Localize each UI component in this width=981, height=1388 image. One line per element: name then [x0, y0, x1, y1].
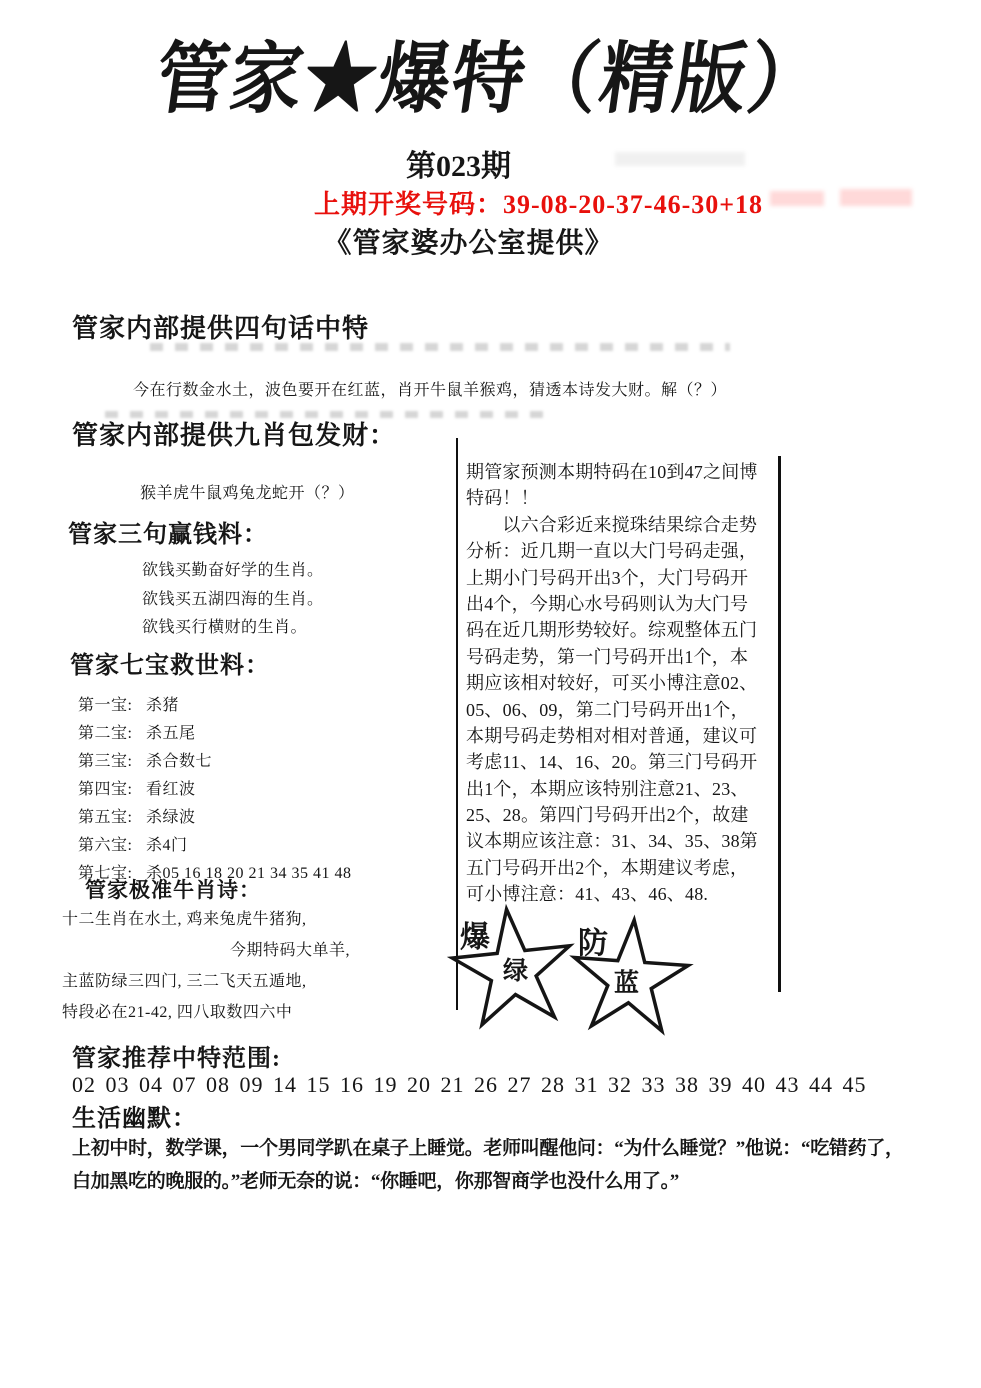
analysis-line: 码在近几期形势较好。综观整体五门 [466, 620, 758, 641]
analysis-line: 议本期应该注意：31、34、35、38第 [466, 831, 758, 852]
last-draw-numbers: 上期开奖号码：39-08-20-37-46-30+18 [313, 190, 764, 219]
treasure-row [78, 720, 196, 743]
ox-poem-line: 特段必在21-42, 四八取数四六中 [62, 1004, 293, 1021]
scan-artifact [840, 189, 912, 206]
treasure-label: 第四宝: [78, 781, 133, 798]
issue-number: 第023期 [406, 150, 511, 183]
ox-poem-line: 主蓝防绿三四门, 三二飞天五遁地, [62, 973, 307, 990]
guard-label: 防 [578, 927, 608, 960]
treasure-value: 看红波 [146, 781, 196, 798]
burst-label: 爆 [460, 921, 490, 954]
section-heading-four-sentence: 管家内部提供四句话中特 [72, 314, 370, 343]
blue-star-text: 蓝 [614, 970, 640, 997]
treasure-row [78, 776, 196, 799]
three-sentence-line: 欲钱买勤奋好学的生肖。 [142, 562, 324, 579]
green-star-text: 绿 [503, 958, 529, 985]
treasure-label: 第五宝: [78, 809, 133, 826]
treasure-value: 杀05 16 18 20 21 34 35 41 48 [146, 865, 352, 882]
analysis-text-block [466, 459, 772, 908]
scan-artifact [770, 191, 824, 206]
analysis-line: 特码！！ [466, 488, 539, 509]
right-border-line [778, 456, 781, 992]
treasure-row [78, 692, 179, 715]
scan-artifact [150, 343, 730, 351]
analysis-line: 以六合彩近来搅珠结果综合走势 [466, 514, 758, 535]
analysis-line: 号码走势，第一门号码开出1个，本 [466, 646, 749, 667]
section-heading-recommend: 管家推荐中特范围: [72, 1046, 281, 1072]
four-sentence-poem: 今在行数金水土，波色要开在红蓝，肖开牛鼠羊猴鸡，猜透本诗发大财。解（？） [133, 382, 728, 399]
treasure-row [78, 748, 212, 771]
analysis-line: 上期小门号码开出3个，大门号码开 [466, 567, 749, 588]
section-heading-humor: 生活幽默： [72, 1106, 197, 1132]
analysis-line: 本期号码走势相对相对普通，建议可 [466, 725, 758, 746]
section-heading-nine-zodiac: 管家内部提供九肖包发财： [72, 421, 397, 450]
page-title: 管家★爆特（精版） [150, 36, 829, 123]
analysis-line: 期管家预测本期特码在10到47之间博 [466, 462, 758, 482]
three-sentence-line: 欲钱买行横财的生肖。 [142, 619, 308, 636]
ox-poem-line: 十二生肖在水土, 鸡来兔虎牛猪狗, [62, 911, 307, 928]
analysis-line: 期应该相对较好，可买小博注意02、 [466, 673, 758, 694]
analysis-line: 出4个，今期心水号码则认为大门号 [466, 593, 749, 614]
scan-artifact [615, 152, 745, 166]
treasure-value: 杀4门 [146, 837, 188, 854]
treasure-label: 第三宝: [78, 753, 133, 770]
treasure-label: 第二宝: [78, 725, 133, 742]
provider-line: 《管家婆办公室提供》 [323, 228, 614, 259]
treasure-label: 第六宝: [78, 837, 133, 854]
treasure-row [78, 832, 188, 855]
treasure-label: 第七宝: [78, 865, 133, 882]
nine-zodiac-line: 猴羊虎牛鼠鸡兔龙蛇开（？） [140, 485, 355, 502]
treasure-row [78, 804, 196, 827]
analysis-line: 考虑11、14、16、20。第三门号码开 [466, 752, 758, 773]
treasure-value: 杀绿波 [146, 809, 196, 826]
treasure-label: 第一宝: [78, 697, 133, 714]
treasure-value: 杀五尾 [146, 725, 196, 742]
treasure-value: 杀合数七 [146, 753, 213, 770]
analysis-line: 可小博注意：41、43、46、48. [466, 884, 709, 905]
section-heading-ox-poem: 管家极准牛肖诗： [85, 878, 261, 902]
ox-poem-line: 今期特码大单羊, [230, 942, 351, 959]
analysis-line: 25、28。第四门号码开出2个，故建 [466, 805, 749, 826]
analysis-line: 05、06、09，第二门号码开出1个， [466, 699, 749, 720]
humor-line: 上初中时，数学课，一个男同学趴在桌子上睡觉。老师叫醒他问：“为什么睡觉？”他说：“吃错药了， [72, 1138, 904, 1159]
humor-line: 白加黑吃的晚服的。”老师无奈的说：“你睡吧，你那智商学也没什么用了。” [72, 1171, 680, 1192]
section-heading-three-sentence: 管家三句赢钱料： [68, 522, 268, 548]
analysis-line: 分析：近几期一直以大门号码走强， [466, 541, 758, 562]
section-heading-seven-treasure: 管家七宝救世料： [70, 653, 270, 679]
analysis-line: 五门号码开出2个，本期建议考虑， [466, 857, 749, 878]
three-sentence-line: 欲钱买五湖四海的生肖。 [142, 591, 324, 608]
treasure-value: 杀猪 [146, 697, 180, 714]
analysis-line: 出1个，本期应该特别注意21、23、 [466, 778, 749, 799]
recommend-numbers: 02 03 04 07 08 09 14 15 16 19 20 21 26 27 28 31 32 33 38 39 40 43 44 45 [72, 1072, 867, 1097]
